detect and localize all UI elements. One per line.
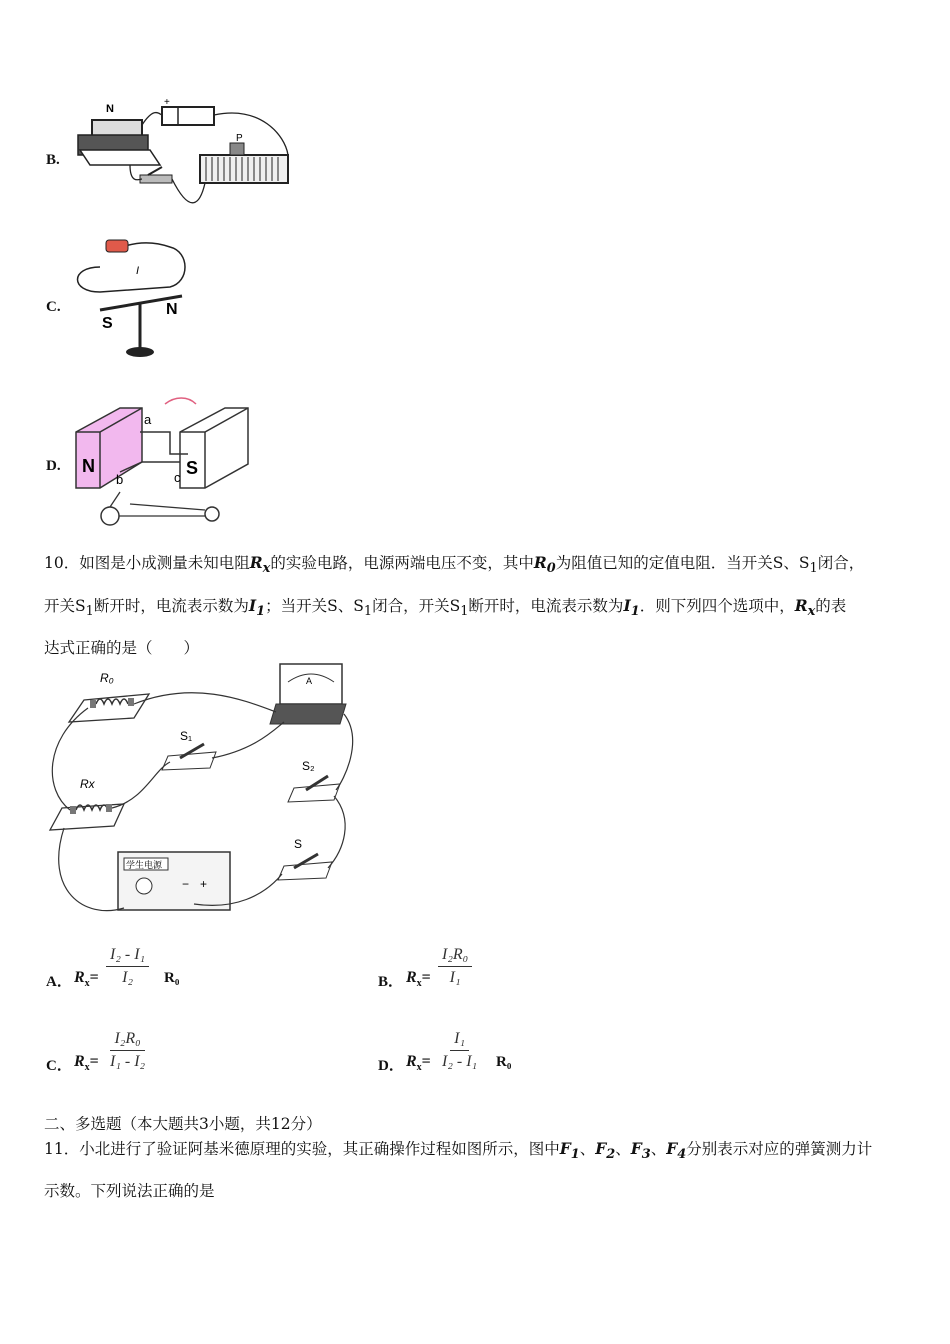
s2-label: S₂ — [302, 759, 315, 773]
q10-option-b-rx: $R_x=$ — [406, 969, 431, 990]
minus-label: − — [182, 877, 190, 891]
q10-option-c-fraction: $\frac{\text{I₂R₀}}{\text{I₁ - I₂}}$ — [110, 1030, 146, 1070]
d-south-label: S — [186, 458, 199, 478]
q11-line-2: 示数。下列说法正确的是 — [44, 1182, 215, 1201]
option-b-label: B. — [46, 152, 60, 168]
q10-option-a-label: A． — [46, 974, 72, 990]
power-supply-label: 学生电源 — [126, 860, 163, 870]
q10-circuit-figure — [44, 660, 364, 925]
svg-text:+: + — [164, 97, 170, 108]
d-north-label: N — [82, 456, 95, 476]
north-pole-label: N — [166, 301, 178, 318]
s-label: S — [294, 837, 303, 851]
q10-option-a-tail: R₀ — [164, 970, 180, 986]
q10-option-b-label: B． — [378, 974, 404, 990]
q10-option-b-fraction: $\frac{\text{I₂R₀}}{\text{I₁}}$ — [438, 944, 472, 989]
q10-line-2: 开关$S_1$断开时，电流表示数为$I_1$；当开关S、$S_1$闭合，开关$S_1$断开时，电流表示数为$I_1$．则下列四个选项中，$R_x$的表 — [44, 596, 847, 620]
s1-label: S₁ — [180, 729, 193, 743]
d-c-label: c — [174, 470, 181, 485]
option-d-label: D. — [46, 458, 61, 474]
svg-text:N: N — [106, 103, 114, 115]
q10-option-d-rx: $R_x=$ — [406, 1053, 431, 1074]
svg-text:P: P — [236, 133, 243, 144]
option-c-label: C. — [46, 299, 61, 315]
q10-option-d-tail: R₀ — [496, 1054, 512, 1070]
q10-option-c-rx: $R_x=$ — [74, 1053, 99, 1074]
option-b-figure — [70, 95, 300, 215]
option-c-figure — [70, 232, 200, 362]
q10-option-d-label: D． — [378, 1058, 404, 1074]
d-b-label: b — [116, 472, 124, 487]
q11-text — [44, 1130, 914, 1210]
q10-option-d-fraction: $\frac{\text{I₁}}{\text{I₂ - I₁}}$ — [442, 1030, 478, 1070]
d-a-label: a — [144, 412, 152, 427]
plus-label: + — [200, 877, 208, 891]
q10-option-c-label: C． — [46, 1058, 72, 1074]
current-label: I — [136, 265, 140, 277]
q10-line-3: 达式正确的是（ ） — [44, 639, 200, 658]
r0-label: R₀ — [100, 671, 114, 685]
rx-label: Rx — [80, 777, 95, 791]
q10-option-a-rx: $R_x=$ — [74, 969, 99, 990]
q10-text — [44, 544, 914, 667]
south-pole-label: S — [102, 315, 113, 332]
ammeter-label: A — [306, 676, 313, 686]
section-2-heading: 二、多选题（本大题共3小题，共12分） — [44, 1115, 322, 1133]
option-d-figure — [70, 392, 260, 532]
q10-line-1: 10．如图是小成测量未知电阻$R_x$的实验电路，电源两端电压不变，其中$R_0$为阻值已知的定值电阻．当开关S、$S_1$闭合， — [44, 553, 865, 577]
q10-option-a-fraction: $\frac{\text{I₂ - I₁}}{\text{I₂}}$ — [106, 944, 149, 989]
q11-line-1: 11．小北进行了验证阿基米德原理的实验，其正确操作过程如图所示，图中$F_1$、$F_2$、$F_3$、$F_4$分别表示对应的弹簧测力计 — [44, 1139, 873, 1163]
